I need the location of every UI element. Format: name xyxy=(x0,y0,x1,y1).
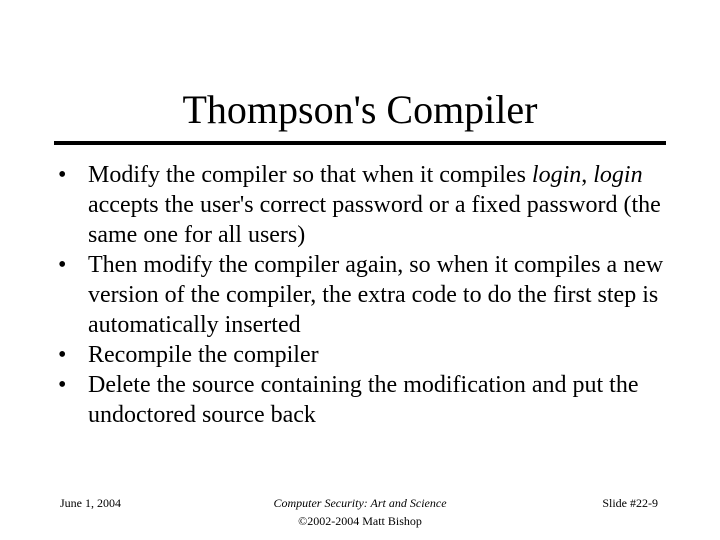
bullet-text: Delete the source containing the modification and put the undoctored source back xyxy=(88,372,639,428)
bullet-icon: • xyxy=(58,162,67,188)
bullet-item xyxy=(58,370,678,430)
login-term: login xyxy=(593,162,643,188)
bullet-text: , xyxy=(581,162,594,188)
footer-copyright: ©2002-2004 Matt Bishop xyxy=(298,514,422,528)
bullet-icon: • xyxy=(58,252,67,278)
bullet-item xyxy=(58,340,678,370)
bullet-text: Modify the compiler so that when it compiles xyxy=(88,162,532,188)
login-term: login xyxy=(531,162,582,188)
slide-title: Thompson's Compiler xyxy=(182,87,538,132)
bullet-item xyxy=(58,160,678,250)
bullet-icon: • xyxy=(58,342,67,368)
bullet-item xyxy=(58,250,678,340)
footer-course xyxy=(200,494,520,530)
bullet-list xyxy=(58,160,678,430)
footer-slide-number: Slide #22-9 xyxy=(602,496,658,510)
bullet-text: Recompile the compiler xyxy=(88,342,319,368)
footer-course-title: Computer Security: Art and Science xyxy=(273,496,447,510)
bullet-text: Then modify the compiler again, so when it compiles a new version of the compiler, the extra code to do the first step is automatically inserted xyxy=(88,252,664,338)
bullet-icon: • xyxy=(58,372,67,398)
footer-date: June 1, 2004 xyxy=(60,496,121,510)
bullet-text: accepts the user's correct password or a fixed password (the same one for all users) xyxy=(88,192,661,248)
title-underline xyxy=(54,141,666,145)
